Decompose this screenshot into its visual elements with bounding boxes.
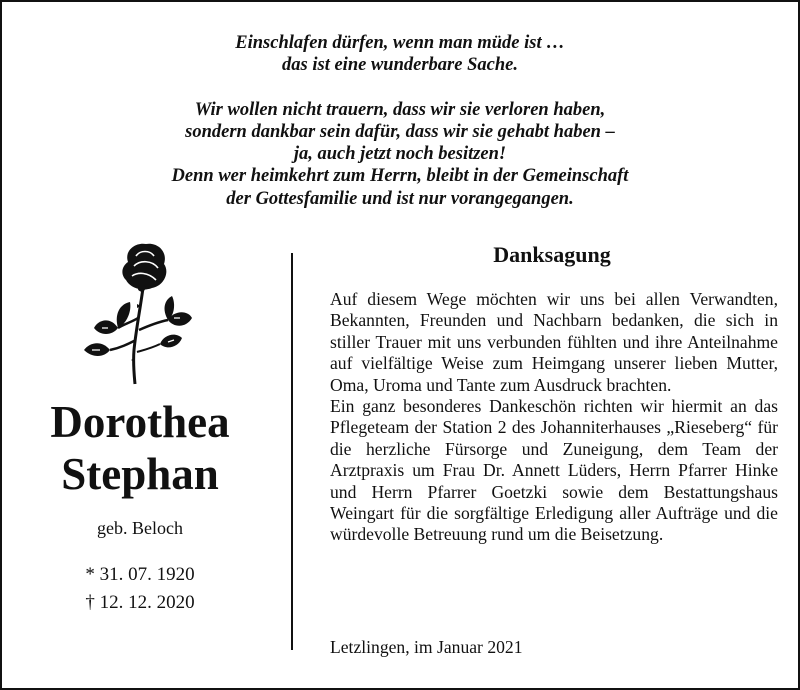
verse-line: Wir wollen nicht trauern, dass wir sie verloren haben, — [194, 99, 606, 120]
verse — [0, 32, 800, 210]
birth-name: geb. Beloch — [97, 518, 183, 538]
verse-line: der Gottesfamilie und ist nur vorangegangen. — [226, 188, 574, 209]
notice-heading: Danksagung — [493, 242, 611, 267]
verse-line: Einschlafen dürfen, wenn man müde ist … — [235, 33, 565, 53]
birth-date: * 31. 07. 1920 — [85, 564, 195, 585]
notice-paragraph: Auf diesem Wege möchten wir uns bei allen Verwandten, Bekannten, Freunden und Nachbarn bedanken, die sich in stiller Trauer mit uns verbunden fühlten und ihre Anteilnahme auf vielfältige Weise zum Heimgang unserer lieben Mutter, Oma, Uroma und Tante zum Ausdruck brachten. — [330, 289, 778, 395]
first-name: Dorothea — [50, 397, 230, 447]
verse-line: ja, auch jetzt noch besitzen! — [293, 144, 507, 165]
deceased-name — [0, 396, 280, 500]
verse-line: das ist eine wunderbare Sache. — [282, 55, 518, 76]
deceased-column — [0, 240, 280, 617]
death-date: † 12. 12. 2020 — [85, 592, 195, 613]
verse-line: Denn wer heimkehrt zum Herrn, bleibt in der Gemeinschaft — [171, 166, 629, 187]
notice-body — [330, 289, 778, 546]
column-divider — [291, 253, 293, 650]
last-name: Stephan — [61, 449, 219, 499]
rose-icon — [80, 240, 200, 386]
life-dates — [0, 561, 280, 617]
notice-paragraph: Ein ganz besonderes Dankeschön richten wir hiermit an das Pflegeteam der Station 2 des Johanniterhauses „Rieseberg“ für die herzliche Fürsorge und Zuneigung, dem Team der Arztpraxis um Frau Dr. Annett Lüders, Herrn Pfarrer Hinke und Herrn Pfarrer Goetzki sowie dem Bestattungshaus Weingart für die sorgfältige Erledigung aller Aufträge und die würdevolle Betreuung rund um die Beisetzung. — [330, 396, 778, 545]
notice-signoff: Letzlingen, im Januar 2021 — [330, 637, 523, 657]
verse-line: sondern dankbar sein dafür, dass wir sie gehabt haben – — [185, 121, 615, 142]
